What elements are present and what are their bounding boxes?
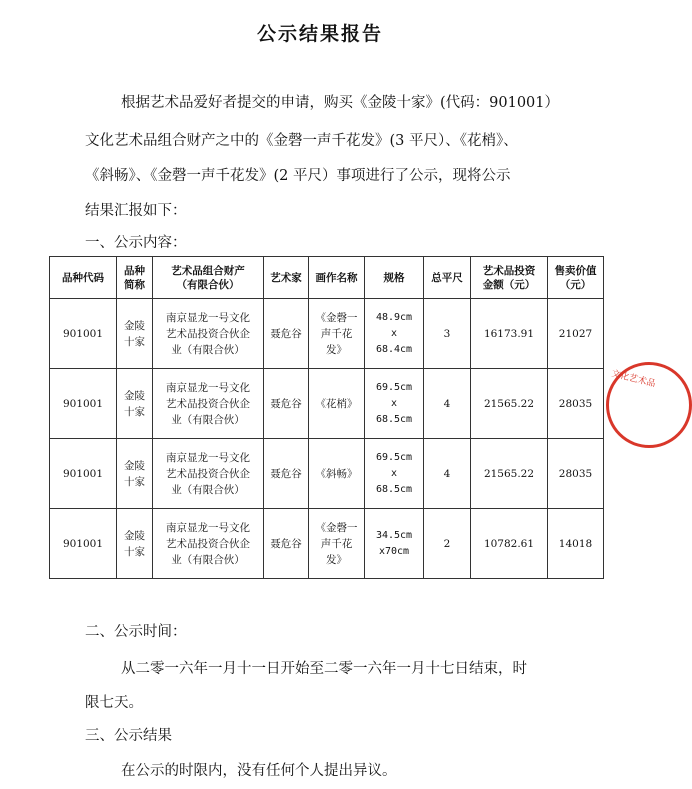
- page-title: 公示结果报告: [256, 23, 383, 45]
- section-2-heading: 二、公示时间：: [85, 624, 187, 640]
- table-header-row: [50, 257, 604, 299]
- cell-work: 《金磬一 声千花 发》: [309, 299, 365, 369]
- cell-amount: 16173.91: [471, 299, 548, 369]
- seal-text: 文化艺术品: [610, 369, 657, 390]
- cell-short-name: 金陵 十家: [117, 369, 153, 439]
- section-2-line-2: 限七天。: [85, 695, 143, 711]
- cell-artist: 聂危谷: [264, 299, 309, 369]
- table-row: [50, 509, 604, 579]
- cell-code: 901001: [50, 369, 117, 439]
- header-amount: 艺术品投资 金额（元）: [471, 257, 548, 299]
- cell-code: 901001: [50, 299, 117, 369]
- cell-work: 《金磬一 声千花 发》: [309, 509, 365, 579]
- header-price: 售卖价值 （元）: [548, 257, 604, 299]
- cell-code: 901001: [50, 439, 117, 509]
- cell-area: 4: [424, 369, 471, 439]
- cell-price: 14018: [548, 509, 604, 579]
- cell-amount: 10782.61: [471, 509, 548, 579]
- header-short-name: 品种 简称: [117, 257, 153, 299]
- cell-price: 28035: [548, 369, 604, 439]
- cell-short-name: 金陵 十家: [117, 299, 153, 369]
- table-row: [50, 299, 604, 369]
- cell-artist: 聂危谷: [264, 369, 309, 439]
- table-row: [50, 369, 604, 439]
- cell-fund: 南京显龙一号文化 艺术品投资合伙企 业（有限合伙）: [153, 369, 264, 439]
- cell-short-name: 金陵 十家: [117, 439, 153, 509]
- cell-fund: 南京显龙一号文化 艺术品投资合伙企 业（有限合伙）: [153, 509, 264, 579]
- section-2-line-1: 从二零一六年一月十一日开始至二零一六年一月十七日结束，时: [121, 661, 527, 677]
- cell-spec: 69.5cm x 68.5cm: [365, 439, 424, 509]
- cell-code: 901001: [50, 509, 117, 579]
- cell-artist: 聂危谷: [264, 509, 309, 579]
- intro-line-2: 文化艺术品组合财产之中的《金磬一声千花发》(3 平尺）、《花梢》、: [85, 133, 518, 149]
- cell-fund: 南京显龙一号文化 艺术品投资合伙企 业（有限合伙）: [153, 439, 264, 509]
- table-row: [50, 439, 604, 509]
- intro-line-3: 《斜畅》、《金磬一声千花发》(2 平尺）事项进行了公示，现将公示: [85, 168, 511, 184]
- header-code: 品种代码: [50, 257, 117, 299]
- header-spec: 规格: [365, 257, 424, 299]
- cell-area: 2: [424, 509, 471, 579]
- header-work: 画作名称: [309, 257, 365, 299]
- intro-line-1: 根据艺术品爱好者提交的申请，购买《金陵十家》(代码：901001）: [121, 95, 560, 111]
- cell-work: 《花梢》: [309, 369, 365, 439]
- cell-area: 4: [424, 439, 471, 509]
- cell-price: 21027: [548, 299, 604, 369]
- cell-area: 3: [424, 299, 471, 369]
- cell-fund: 南京显龙一号文化 艺术品投资合伙企 业（有限合伙）: [153, 299, 264, 369]
- header-artist: 艺术家: [264, 257, 309, 299]
- cell-amount: 21565.22: [471, 439, 548, 509]
- disclosure-table: [49, 256, 604, 579]
- intro-line-4: 结果汇报如下：: [85, 203, 187, 219]
- cell-work: 《斜畅》: [309, 439, 365, 509]
- cell-spec: 34.5cm x70cm: [365, 509, 424, 579]
- section-1-heading: 一、公示内容：: [85, 235, 187, 251]
- section-3-line-1: 在公示的时限内，没有任何个人提出异议。: [121, 763, 397, 779]
- cell-price: 28035: [548, 439, 604, 509]
- section-3-heading: 三、公示结果: [85, 728, 172, 744]
- header-fund: 艺术品组合财产 （有限合伙）: [153, 257, 264, 299]
- cell-spec: 48.9cm x 68.4cm: [365, 299, 424, 369]
- cell-spec: 69.5cm x 68.5cm: [365, 369, 424, 439]
- cell-amount: 21565.22: [471, 369, 548, 439]
- header-area: 总平尺: [424, 257, 471, 299]
- cell-short-name: 金陵 十家: [117, 509, 153, 579]
- cell-artist: 聂危谷: [264, 439, 309, 509]
